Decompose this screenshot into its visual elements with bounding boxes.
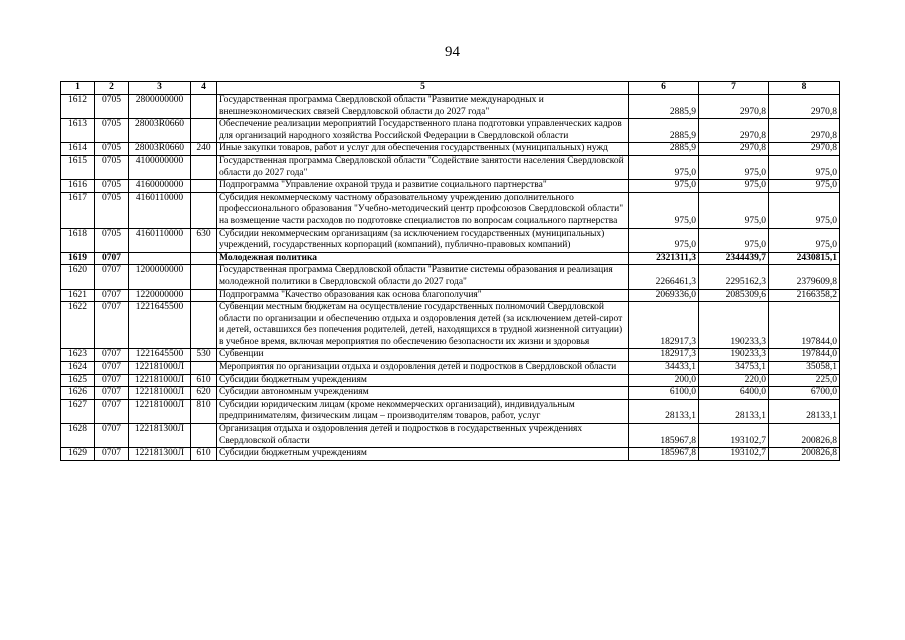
section-code-cell: 0705 bbox=[95, 95, 129, 119]
table-row bbox=[61, 448, 840, 461]
target-code-cell: 122181300Л bbox=[129, 424, 191, 448]
table-row bbox=[61, 349, 840, 362]
amount-year1-cell: 975,0 bbox=[629, 155, 699, 179]
target-code-cell: 122181000Л bbox=[129, 362, 191, 375]
row-number-cell: 1624 bbox=[61, 362, 95, 375]
target-code-cell: 122181000Л bbox=[129, 374, 191, 387]
row-number-cell: 1612 bbox=[61, 95, 95, 119]
target-code-cell: 4160000000 bbox=[129, 180, 191, 193]
column-header: 7 bbox=[699, 82, 769, 95]
description-cell: Государственная программа Свердловской области "Содействие занятости населения Свердловской области до 2027 года" bbox=[217, 155, 629, 179]
amount-year3-cell: 200826,8 bbox=[769, 424, 840, 448]
table-row bbox=[61, 424, 840, 448]
section-code-cell: 0705 bbox=[95, 228, 129, 252]
description-cell: Субсидии бюджетным учреждениям bbox=[217, 374, 629, 387]
amount-year2-cell: 193102,7 bbox=[699, 424, 769, 448]
table-row bbox=[61, 387, 840, 400]
expense-type-cell: 810 bbox=[191, 399, 217, 423]
amount-year2-cell: 34753,1 bbox=[699, 362, 769, 375]
amount-year2-cell: 2085309,6 bbox=[699, 289, 769, 302]
column-header: 6 bbox=[629, 82, 699, 95]
section-code-cell: 0707 bbox=[95, 349, 129, 362]
amount-year1-cell: 2885,9 bbox=[629, 143, 699, 156]
section-code-cell: 0705 bbox=[95, 180, 129, 193]
section-code-cell: 0707 bbox=[95, 252, 129, 265]
section-code-cell: 0707 bbox=[95, 448, 129, 461]
section-code-cell: 0705 bbox=[95, 192, 129, 228]
row-number-cell: 1616 bbox=[61, 180, 95, 193]
target-code-cell: 122181000Л bbox=[129, 399, 191, 423]
target-code-cell bbox=[129, 252, 191, 265]
amount-year1-cell: 975,0 bbox=[629, 192, 699, 228]
row-number-cell: 1625 bbox=[61, 374, 95, 387]
column-header: 3 bbox=[129, 82, 191, 95]
table-row bbox=[61, 228, 840, 252]
amount-year1-cell: 182917,3 bbox=[629, 302, 699, 349]
amount-year3-cell: 2430815,1 bbox=[769, 252, 840, 265]
amount-year3-cell: 975,0 bbox=[769, 192, 840, 228]
amount-year2-cell: 190233,3 bbox=[699, 349, 769, 362]
amount-year1-cell: 2321311,3 bbox=[629, 252, 699, 265]
amount-year1-cell: 975,0 bbox=[629, 228, 699, 252]
target-code-cell: 122181300Л bbox=[129, 448, 191, 461]
expense-type-cell bbox=[191, 192, 217, 228]
table-row bbox=[61, 119, 840, 143]
row-number-cell: 1618 bbox=[61, 228, 95, 252]
row-number-cell: 1626 bbox=[61, 387, 95, 400]
amount-year2-cell: 2970,8 bbox=[699, 95, 769, 119]
section-code-cell: 0707 bbox=[95, 374, 129, 387]
row-number-cell: 1628 bbox=[61, 424, 95, 448]
section-code-cell: 0705 bbox=[95, 155, 129, 179]
expense-type-cell: 610 bbox=[191, 374, 217, 387]
description-cell: Субвенции bbox=[217, 349, 629, 362]
description-cell: Подпрограмма "Качество образования как основа благополучия" bbox=[217, 289, 629, 302]
amount-year3-cell: 6700,0 bbox=[769, 387, 840, 400]
amount-year3-cell: 197844,0 bbox=[769, 302, 840, 349]
table-row bbox=[61, 143, 840, 156]
amount-year2-cell: 6400,0 bbox=[699, 387, 769, 400]
row-number-cell: 1617 bbox=[61, 192, 95, 228]
section-code-cell: 0705 bbox=[95, 119, 129, 143]
description-cell: Мероприятия по организации отдыха и оздоровления детей и подростков в Свердловской области bbox=[217, 362, 629, 375]
amount-year1-cell: 185967,8 bbox=[629, 424, 699, 448]
description-cell: Субсидии автономным учреждениям bbox=[217, 387, 629, 400]
table-row bbox=[61, 265, 840, 289]
row-number-cell: 1614 bbox=[61, 143, 95, 156]
amount-year3-cell: 975,0 bbox=[769, 155, 840, 179]
amount-year2-cell: 975,0 bbox=[699, 155, 769, 179]
expense-type-cell bbox=[191, 119, 217, 143]
expense-type-cell: 530 bbox=[191, 349, 217, 362]
description-cell: Подпрограмма "Управление охраной труда и развитие социального партнерства" bbox=[217, 180, 629, 193]
amount-year2-cell: 975,0 bbox=[699, 228, 769, 252]
target-code-cell: 4160110000 bbox=[129, 228, 191, 252]
amount-year1-cell: 975,0 bbox=[629, 180, 699, 193]
table-row bbox=[61, 289, 840, 302]
column-header: 4 bbox=[191, 82, 217, 95]
amount-year3-cell: 200826,8 bbox=[769, 448, 840, 461]
amount-year1-cell: 6100,0 bbox=[629, 387, 699, 400]
expense-type-cell bbox=[191, 155, 217, 179]
table-row bbox=[61, 252, 840, 265]
description-cell: Субвенции местным бюджетам на осуществление государственных полномочий Свердловской области по организации и обеспечению отдыха и оздоровления детей (за исключением детей-сирот и детей, оставшихся без попечения родителей, детей, находящихся в трудной жизненной ситуации) в учебное время, включая мероприятия по обеспечению безопасности их жизни и здоровья bbox=[217, 302, 629, 349]
amount-year2-cell: 220,0 bbox=[699, 374, 769, 387]
expense-type-cell bbox=[191, 424, 217, 448]
amount-year2-cell: 193102,7 bbox=[699, 448, 769, 461]
description-cell: Государственная программа Свердловской области "Развитие международных и внешнеэкономических связей Свердловской области до 2027 года" bbox=[217, 95, 629, 119]
column-header: 8 bbox=[769, 82, 840, 95]
amount-year3-cell: 2970,8 bbox=[769, 95, 840, 119]
section-code-cell: 0707 bbox=[95, 302, 129, 349]
expense-type-cell bbox=[191, 265, 217, 289]
amount-year2-cell: 2970,8 bbox=[699, 143, 769, 156]
amount-year1-cell: 185967,8 bbox=[629, 448, 699, 461]
description-cell: Обеспечение реализации мероприятий Государственного плана подготовки управленческих кадров для организаций народного хозяйства Российской Федерации в Свердловской области bbox=[217, 119, 629, 143]
target-code-cell: 1200000000 bbox=[129, 265, 191, 289]
amount-year3-cell: 225,0 bbox=[769, 374, 840, 387]
expense-type-cell bbox=[191, 95, 217, 119]
amount-year1-cell: 28133,1 bbox=[629, 399, 699, 423]
target-code-cell: 122181000Л bbox=[129, 387, 191, 400]
section-code-cell: 0707 bbox=[95, 265, 129, 289]
amount-year1-cell: 200,0 bbox=[629, 374, 699, 387]
expense-type-cell bbox=[191, 302, 217, 349]
amount-year2-cell: 28133,1 bbox=[699, 399, 769, 423]
table-header-row bbox=[61, 82, 840, 95]
table-row bbox=[61, 362, 840, 375]
amount-year3-cell: 2970,8 bbox=[769, 119, 840, 143]
page-number: 94 bbox=[445, 44, 460, 60]
table-row bbox=[61, 399, 840, 423]
expense-type-cell: 240 bbox=[191, 143, 217, 156]
expense-type-cell bbox=[191, 289, 217, 302]
amount-year2-cell: 2970,8 bbox=[699, 119, 769, 143]
target-code-cell: 1221645500 bbox=[129, 349, 191, 362]
target-code-cell: 4160110000 bbox=[129, 192, 191, 228]
description-cell: Субсидии некоммерческим организациям (за исключением государственных (муниципальных) учреждений, государственных корпораций (компаний), публично-правовых компаний) bbox=[217, 228, 629, 252]
amount-year1-cell: 2885,9 bbox=[629, 95, 699, 119]
amount-year3-cell: 197844,0 bbox=[769, 349, 840, 362]
amount-year2-cell: 975,0 bbox=[699, 180, 769, 193]
target-code-cell: 1220000000 bbox=[129, 289, 191, 302]
amount-year1-cell: 182917,3 bbox=[629, 349, 699, 362]
expense-type-cell bbox=[191, 252, 217, 265]
table-row bbox=[61, 374, 840, 387]
description-cell: Иные закупки товаров, работ и услуг для обеспечения государственных (муниципальных) нужд bbox=[217, 143, 629, 156]
amount-year2-cell: 2344439,7 bbox=[699, 252, 769, 265]
target-code-cell: 4100000000 bbox=[129, 155, 191, 179]
target-code-cell: 28003R0660 bbox=[129, 119, 191, 143]
table-row bbox=[61, 180, 840, 193]
description-cell: Организация отдыха и оздоровления детей и подростков в государственных учреждениях Свердловской области bbox=[217, 424, 629, 448]
row-number-cell: 1613 bbox=[61, 119, 95, 143]
amount-year3-cell: 2166358,2 bbox=[769, 289, 840, 302]
amount-year1-cell: 2069336,0 bbox=[629, 289, 699, 302]
description-cell: Субсидия некоммерческому частному образовательному учреждению дополнительного профессионального образования "Учебно-методический центр профсоюзов Свердловской области" на возмещение части расходов по подготовке специалистов по вопросам социального партнерства bbox=[217, 192, 629, 228]
expense-type-cell bbox=[191, 180, 217, 193]
amount-year3-cell: 975,0 bbox=[769, 228, 840, 252]
row-number-cell: 1623 bbox=[61, 349, 95, 362]
target-code-cell: 2800000000 bbox=[129, 95, 191, 119]
expense-type-cell: 620 bbox=[191, 387, 217, 400]
row-number-cell: 1622 bbox=[61, 302, 95, 349]
description-cell: Молодежная политика bbox=[217, 252, 629, 265]
expense-type-cell bbox=[191, 362, 217, 375]
row-number-cell: 1615 bbox=[61, 155, 95, 179]
expense-type-cell: 630 bbox=[191, 228, 217, 252]
table-row bbox=[61, 192, 840, 228]
column-header: 2 bbox=[95, 82, 129, 95]
section-code-cell: 0707 bbox=[95, 399, 129, 423]
amount-year3-cell: 975,0 bbox=[769, 180, 840, 193]
row-number-cell: 1629 bbox=[61, 448, 95, 461]
column-header: 1 bbox=[61, 82, 95, 95]
amount-year1-cell: 2885,9 bbox=[629, 119, 699, 143]
section-code-cell: 0707 bbox=[95, 387, 129, 400]
section-code-cell: 0707 bbox=[95, 362, 129, 375]
description-cell: Государственная программа Свердловской области "Развитие системы образования и реализация молодежной политики в Свердловской области до 2027 года" bbox=[217, 265, 629, 289]
amount-year1-cell: 2266461,3 bbox=[629, 265, 699, 289]
row-number-cell: 1621 bbox=[61, 289, 95, 302]
row-number-cell: 1619 bbox=[61, 252, 95, 265]
description-cell: Субсидии юридическим лицам (кроме некоммерческих организаций), индивидуальным предпринимателям, физическим лицам – производителям товаров, работ, услуг bbox=[217, 399, 629, 423]
amount-year2-cell: 2295162,3 bbox=[699, 265, 769, 289]
section-code-cell: 0707 bbox=[95, 289, 129, 302]
section-code-cell: 0707 bbox=[95, 424, 129, 448]
amount-year2-cell: 190233,3 bbox=[699, 302, 769, 349]
section-code-cell: 0705 bbox=[95, 143, 129, 156]
amount-year3-cell: 2970,8 bbox=[769, 143, 840, 156]
target-code-cell: 1221645500 bbox=[129, 302, 191, 349]
column-header: 5 bbox=[217, 82, 629, 95]
row-number-cell: 1627 bbox=[61, 399, 95, 423]
amount-year3-cell: 28133,1 bbox=[769, 399, 840, 423]
row-number-cell: 1620 bbox=[61, 265, 95, 289]
budget-table bbox=[60, 81, 840, 461]
description-cell: Субсидии бюджетным учреждениям bbox=[217, 448, 629, 461]
amount-year2-cell: 975,0 bbox=[699, 192, 769, 228]
expense-type-cell: 610 bbox=[191, 448, 217, 461]
table-row bbox=[61, 302, 840, 349]
amount-year3-cell: 2379609,8 bbox=[769, 265, 840, 289]
table-row bbox=[61, 95, 840, 119]
target-code-cell: 28003R0660 bbox=[129, 143, 191, 156]
amount-year3-cell: 35058,1 bbox=[769, 362, 840, 375]
amount-year1-cell: 34433,1 bbox=[629, 362, 699, 375]
table-row bbox=[61, 155, 840, 179]
